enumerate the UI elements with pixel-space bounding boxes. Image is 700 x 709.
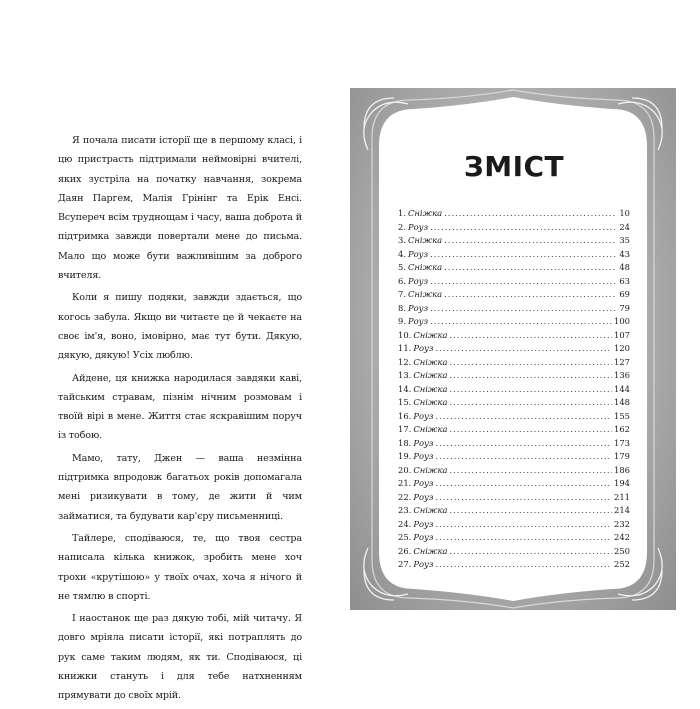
toc-entry-number: 1.	[398, 208, 406, 218]
toc-leader-dots	[444, 234, 617, 248]
toc-entry-page: 186	[614, 464, 630, 475]
toc-entry	[398, 288, 630, 302]
toc-leader-dots	[449, 396, 612, 410]
toc-entry-page: 43	[619, 248, 630, 259]
toc-leader-dots	[435, 477, 612, 491]
toc-entry-title: Роуз	[413, 518, 434, 529]
toc-entry	[398, 450, 630, 464]
toc-entry-title: Сніжка	[413, 505, 448, 515]
toc-entry-page: 179	[614, 451, 630, 461]
ack-paragraph: І наостанок ще раз дякую тобі, мій читачу. Я довго мріяла писати історії, які потраплять до рук саме таким людям, як ти. Сподіваюся, ці книжки стануть і для тебе натхненням прямувати до своїх мрій.	[58, 613, 302, 702]
toc-leader-dots	[449, 545, 612, 559]
toc-entry-number: 26.	[398, 545, 412, 556]
toc-entry-page: 250	[614, 545, 630, 556]
toc-entry-title: Роуз	[413, 532, 434, 542]
toc-entry	[398, 396, 630, 410]
toc-entry-page: 69	[619, 289, 630, 299]
toc-entry-number: 23.	[398, 505, 412, 515]
toc-entry-title: Роуз	[413, 491, 434, 502]
toc-title: ЗМІСТ	[463, 150, 565, 183]
toc-entry-page: 144	[614, 383, 630, 394]
toc-entry	[398, 504, 630, 518]
toc-leader-dots	[435, 410, 612, 424]
toc-entry-number: 18.	[398, 437, 412, 448]
toc-leader-dots	[435, 491, 612, 505]
toc-entry	[398, 356, 630, 370]
toc-entry-page: 194	[614, 478, 630, 488]
toc-entry-number: 15.	[398, 397, 412, 407]
table-of-contents	[398, 207, 630, 572]
toc-entry-page: 63	[619, 275, 630, 286]
toc-entry-number: 10.	[398, 329, 412, 340]
toc-entry-title: Роуз	[413, 410, 434, 421]
toc-leader-dots	[435, 518, 612, 532]
left-page	[0, 0, 350, 700]
toc-entry-page: 252	[614, 559, 630, 569]
toc-entry	[398, 221, 630, 235]
toc-leader-dots	[430, 275, 617, 289]
toc-entry	[398, 329, 630, 343]
toc-leader-dots	[430, 248, 617, 262]
toc-entry-number: 11.	[398, 343, 412, 353]
toc-entry-number: 19.	[398, 451, 412, 461]
toc-entry-title: Роуз	[408, 248, 429, 259]
toc-entry-page: 120	[614, 343, 630, 353]
toc-entry-number: 3.	[398, 235, 406, 245]
toc-entry-page: 214	[614, 505, 630, 515]
ack-paragraph: Айдене, ця книжка народилася завдяки каві, тайським стравам, пізнім нічним розмовам і твоїй вірі в мене. Життя стає яскравішим поруч із тобою.	[58, 372, 302, 442]
toc-entry-number: 20.	[398, 464, 412, 475]
toc-entry	[398, 261, 630, 275]
toc-entry	[398, 410, 630, 424]
toc-entry-title: Роуз	[413, 451, 434, 461]
toc-entry-title: Сніжка	[413, 464, 448, 475]
toc-entry-title: Роуз	[413, 559, 434, 569]
ack-paragraph: Мамо, тату, Джен — ваша незмінна підтримка впродовж багатьох років допомагала мені ризикувати в тому, де жити й чим займатися, та будувати кар'єру письменниці.	[58, 452, 302, 522]
toc-entry-number: 2.	[398, 221, 406, 232]
toc-entry-number: 17.	[398, 424, 412, 434]
toc-entry	[398, 302, 630, 316]
toc-leader-dots	[435, 342, 612, 356]
toc-leader-dots	[430, 315, 612, 329]
toc-leader-dots	[449, 329, 612, 343]
toc-entry-number: 24.	[398, 518, 412, 529]
toc-leader-dots	[430, 221, 617, 235]
toc-entry-number: 14.	[398, 383, 412, 394]
toc-entry-page: 10	[619, 208, 630, 218]
toc-entry-number: 16.	[398, 410, 412, 421]
toc-entry-title: Сніжка	[413, 383, 448, 394]
toc-entry	[398, 383, 630, 397]
toc-entry-title: Сніжка	[413, 370, 448, 380]
toc-entry-title: Роуз	[413, 478, 434, 488]
toc-entry-title: Сніжка	[413, 397, 448, 407]
toc-entry-page: 211	[614, 491, 630, 502]
toc-entry-page: 35	[619, 235, 630, 245]
ack-paragraph: Я почала писати історії ще в першому класі, і цю пристрасть підтримали неймовірні вчителі, яких зустріла на початку навчання, зокрема Даян Паргем, Малія Грінінг та Ерік Енсі. Всупереч всім труднощам і часу, ваша доброта й підтримка завжди повертали мене до письма. Мало що може бути важливішим за доброго вчителя.	[58, 135, 302, 282]
toc-entry-page: 100	[614, 316, 630, 326]
toc-entry-title: Сніжка	[408, 208, 443, 218]
toc-entry	[398, 545, 630, 559]
toc-entry-title: Сніжка	[413, 545, 448, 556]
toc-leader-dots	[444, 261, 617, 275]
toc-leader-dots	[449, 356, 612, 370]
toc-entry-title: Сніжка	[413, 424, 448, 434]
toc-leader-dots	[449, 423, 612, 437]
toc-entry-number: 9.	[398, 316, 406, 326]
toc-leader-dots	[449, 369, 612, 383]
toc-entry-number: 5.	[398, 262, 406, 272]
toc-entry-title: Сніжка	[408, 235, 443, 245]
toc-entry-page: 127	[614, 356, 630, 367]
toc-entry-number: 6.	[398, 275, 406, 286]
toc-entry-number: 7.	[398, 289, 406, 299]
toc-entry	[398, 491, 630, 505]
ack-paragraph: Коли я пишу подяки, завжди здається, що когось забула. Якщо ви читаєте це й чекаєте на своє ім'я, воно, імовірно, має тут бути. Дякую, дякую, дякую! Усіх люблю.	[58, 292, 302, 362]
toc-entry-title: Сніжка	[413, 329, 448, 340]
toc-entry-number: 27.	[398, 559, 412, 569]
toc-entry-number: 8.	[398, 302, 406, 313]
toc-entry-page: 232	[614, 518, 630, 529]
toc-entry-number: 21.	[398, 478, 412, 488]
toc-entry-page: 48	[619, 262, 630, 272]
toc-entry-page: 148	[614, 397, 630, 407]
toc-entry-page: 79	[619, 302, 630, 313]
toc-entry-page: 136	[614, 370, 630, 380]
toc-leader-dots	[444, 288, 617, 302]
toc-leader-dots	[444, 207, 617, 221]
toc-leader-dots	[435, 531, 612, 545]
toc-entry-page: 155	[614, 410, 630, 421]
toc-leader-dots	[435, 437, 612, 451]
toc-entry-title: Роуз	[413, 437, 434, 448]
toc-entry-title: Роуз	[408, 316, 429, 326]
toc-entry-title: Роуз	[408, 302, 429, 313]
toc-entry-number: 4.	[398, 248, 406, 259]
toc-entry-title: Роуз	[413, 343, 434, 353]
toc-entry	[398, 423, 630, 437]
toc-entry-title: Роуз	[408, 275, 429, 286]
acknowledgements-text	[58, 131, 302, 709]
toc-leader-dots	[430, 302, 617, 316]
toc-entry-title: Сніжка	[408, 289, 443, 299]
toc-entry-page: 107	[614, 329, 630, 340]
toc-entry	[398, 369, 630, 383]
toc-entry	[398, 477, 630, 491]
toc-leader-dots	[435, 558, 612, 572]
toc-entry-title: Роуз	[408, 221, 429, 232]
toc-leader-dots	[449, 383, 612, 397]
toc-leader-dots	[435, 450, 612, 464]
toc-entry	[398, 207, 630, 221]
ack-paragraph: Тайлере, сподіваюся, те, що твоя сестра написала кілька книжок, зробить мене хоч трохи «крутішою» у твоїх очах, хоча я нічого й не тямлю в спорті.	[58, 532, 302, 602]
toc-entry	[398, 437, 630, 451]
toc-leader-dots	[449, 504, 612, 518]
toc-entry-number: 25.	[398, 532, 412, 542]
toc-entry-page: 162	[614, 424, 630, 434]
toc-entry-number: 22.	[398, 491, 412, 502]
toc-entry-page: 173	[614, 437, 630, 448]
toc-entry	[398, 248, 630, 262]
toc-entry-number: 12.	[398, 356, 412, 367]
toc-entry	[398, 315, 630, 329]
toc-leader-dots	[449, 464, 612, 478]
toc-entry-page: 242	[614, 532, 630, 542]
toc-entry-page: 24	[619, 221, 630, 232]
toc-entry	[398, 275, 630, 289]
toc-entry	[398, 531, 630, 545]
toc-entry-title: Сніжка	[408, 262, 443, 272]
toc-entry	[398, 518, 630, 532]
toc-entry	[398, 464, 630, 478]
toc-entry-number: 13.	[398, 370, 412, 380]
toc-entry-title: Сніжка	[413, 356, 448, 367]
toc-entry	[398, 342, 630, 356]
toc-entry	[398, 558, 630, 572]
toc-entry	[398, 234, 630, 248]
